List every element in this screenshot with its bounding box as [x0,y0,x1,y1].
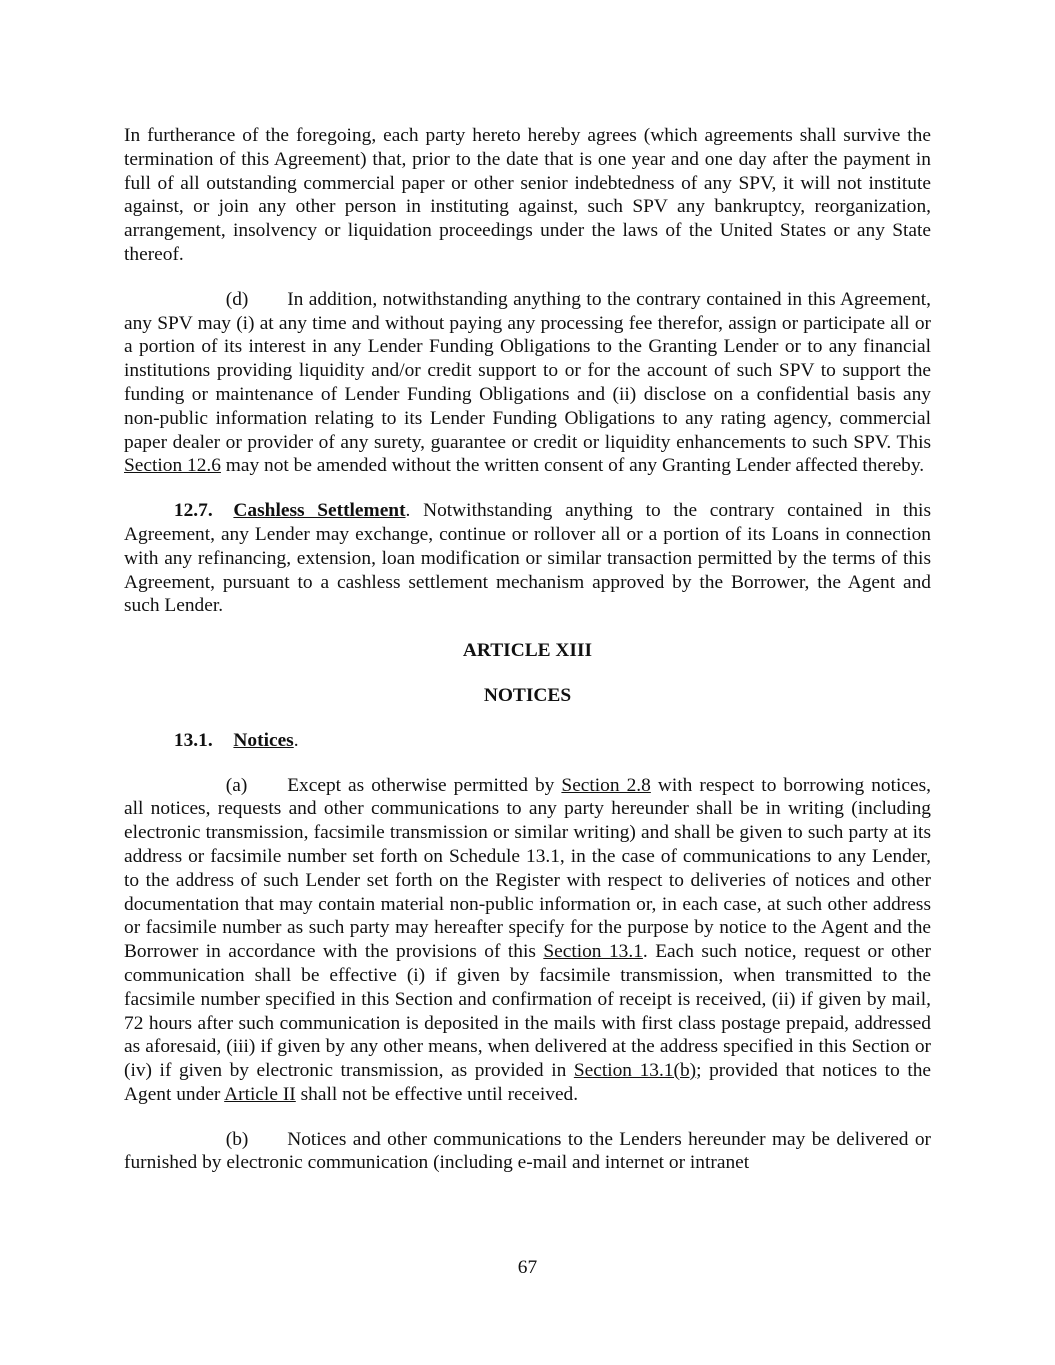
section-12-7-text: . Notwithstanding anything to the contrary contained in this Agreement, any Lender may exchange, continue or rollover all or a portion of its Loans in connection with any refinancing, extension, loan modification or similar transaction permitted by the terms of this Agreement, pursuant to a cashless settlement mechanism approved by the Borrower, the Agent and such Lender. [124,500,931,617]
paragraph-d-text-2: may not be amended without the written consent of any Granting Lender affected thereby. [220,455,925,477]
document-page [124,124,931,1175]
article-heading: ARTICLE XIII [462,640,593,662]
section-2-8-reference: Section 2.8 [561,774,651,796]
section-13-1-number: 13.1. [173,729,213,751]
paragraph-a-text-1: Except as otherwise permitted by [287,774,562,796]
article-title: NOTICES [483,684,572,706]
section-12-6-reference: Section 12.6 [124,455,221,477]
section-13-1-b-reference: Section 13.1(b) [573,1060,697,1082]
section-13-1-reference: Section 13.1 [543,941,643,963]
paragraph-a-text-2: with respect to borrowing notices, all notices, requests and other communications to any party hereunder shall be in writing (including electronic transmission, facsimile transmission or similar writing) and shall be given to such party at its address or facsimile number set forth on Schedule 13.1, in the case of communications to any Lender, to the address of such Lender set forth on the Register with respect to deliveries of notices and other documentation that may contain material non-public information or, in each case, at such other address or facsimile number as such party may hereafter specify for the purpose by notice to the Agent and the Borrower in accordance with the provisions of this [124,774,931,963]
paragraph-d-text-1: In addition, notwithstanding anything to the contrary contained in this Agreement, any SPV may (i) at any time and without paying any processing fee therefor, assign or participate all or a portion of its interest in any Lender Funding Obligations to the Granting Lender or to any financial institutions providing liquidity and/or credit support to or for the account of such SPV to support the funding or maintenance of Lender Funding Obligations and (ii) disclose on a confidential basis any non-public information relating to its Lender Funding Obligations to any rating agency, commercial paper dealer or provider of any surety, guarantee or credit or liquidity enhancements to such SPV. This [124,288,931,453]
paragraph-d [124,288,931,478]
paragraph-b [124,1128,931,1176]
section-12-7 [124,499,931,618]
paragraph-d-label: (d) [225,288,249,310]
paragraph-a-text-5: shall not be effective until received. [295,1083,579,1105]
section-13-1-period: . [293,729,299,751]
paragraph-a-text-4: ; provided that notices to the Agent under [124,1060,932,1105]
paragraph-a-label: (a) [225,774,248,796]
article-ii-reference: Article II [224,1083,296,1105]
page-number: 67 [517,1257,538,1278]
paragraph-b-text-1: Notices and other communications to the Lenders hereunder may be delivered or furnished by electronic communication (including e-mail and internet or intranet [124,1128,931,1174]
paragraph-a-text-3: . Each such notice, request or other communication shall be effective (i) if given by facsimile transmission, when transmitted to the facsimile number specified in this Section and confirmation of receipt is received, (ii) if given by mail, 72 hours after such communication is deposited in the mails with first class postage prepaid, addressed as aforesaid, (iii) if given by any other means, when delivered at the address specified in this Section or (iv) if given by electronic transmission, as provided in [124,941,931,1082]
paragraph-b-label: (b) [225,1128,249,1150]
section-12-7-number: 12.7. [173,500,213,522]
paragraph-intro: In furtherance of the foregoing, each party hereto hereby agrees (which agreements shall survive the termination of this Agreement) that, prior to the date that is one year and one day after the payment in full of all outstanding commercial paper or other senior indebtedness of any SPV, it will not institute against, or join any other person in instituting against, such SPV any bankruptcy, reorganization, arrangement, insolvency or liquidation proceedings under the laws of the United States or any State thereof. [124,125,931,265]
section-13-1-heading [124,729,931,753]
paragraph-a [124,774,931,1107]
section-13-1-title: Notices [233,729,294,751]
section-12-7-title: Cashless Settlement [233,500,406,522]
